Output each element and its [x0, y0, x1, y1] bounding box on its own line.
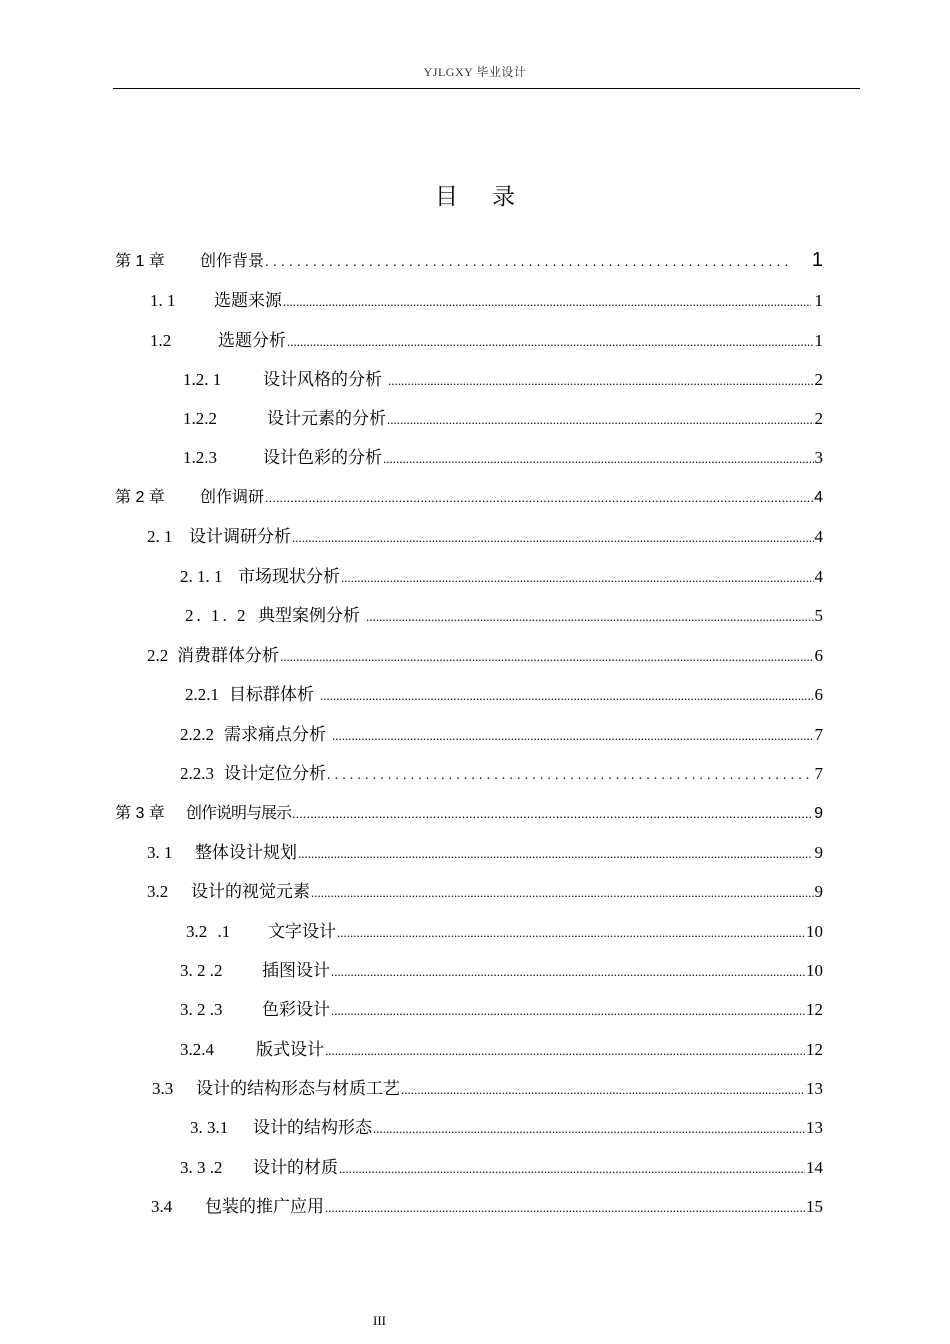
toc-leader-dots: [401, 1078, 805, 1102]
toc-leader-dots: [366, 605, 814, 629]
toc-entry-label: 设计的结构形态: [253, 1118, 372, 1137]
toc-entry-label: 选题来源: [214, 291, 282, 310]
toc-entry-number: 3.2 .1: [186, 922, 231, 941]
toc-entry-2-1[interactable]: [147, 525, 823, 549]
toc-entry-label: 设计定位分析: [224, 764, 326, 783]
toc-entry-page: 15: [806, 1197, 823, 1216]
toc-entry-label: 创作说明与展示: [186, 805, 292, 822]
toc-entry-1-1[interactable]: [150, 289, 823, 313]
toc-entry-number: 3.2.4: [180, 1040, 214, 1059]
toc-leader-dots: [287, 330, 814, 354]
toc-entry-label: 整体设计规划: [195, 843, 297, 862]
toc-entry-page: 13: [806, 1079, 823, 1098]
toc-entry-page: 2: [814, 370, 823, 389]
toc-entry-label: 创作背景: [200, 253, 265, 270]
toc-leader-dots: [332, 724, 814, 748]
toc-entry-1-2-2[interactable]: [183, 407, 823, 431]
toc-entry-3-3-2[interactable]: [180, 1156, 823, 1180]
toc-entry-page: 10: [806, 922, 823, 941]
toc-entry-label: 设计的结构形态与材质工艺: [196, 1079, 400, 1098]
toc-entry-number: 第 1 章: [115, 253, 165, 270]
toc-entry-label: 设计的视觉元素: [191, 882, 310, 901]
toc-title: 目录: [435, 184, 549, 209]
toc-entry-2-2-2[interactable]: [180, 723, 823, 747]
toc-leader-dots: [265, 249, 791, 273]
toc-entry-label: 目标群体析: [229, 685, 314, 704]
toc-leader-dots: [325, 1039, 805, 1063]
toc-leader-dots: [387, 408, 814, 432]
toc-entry-3-2[interactable]: [147, 880, 823, 904]
toc-entry-number: 2. 1. 1: [180, 567, 223, 586]
page-number: III: [373, 1313, 386, 1328]
toc-entry-label: 设计色彩的分析: [263, 448, 382, 467]
toc-entry-number: 1.2.2: [183, 409, 217, 428]
toc-leader-dots: [383, 447, 814, 471]
toc-entry-number: 1.2.3: [183, 448, 217, 467]
toc-entry-label: 设计元素的分析: [267, 409, 386, 428]
toc-entry-label: 插图设计: [262, 961, 330, 980]
toc-entry-number: 1. 1: [150, 291, 176, 310]
toc-entry-3-2-2[interactable]: [180, 959, 823, 983]
toc-entry-3-4[interactable]: [151, 1195, 823, 1219]
toc-entry-chapter-1[interactable]: [115, 248, 823, 272]
toc-entry-page: 9: [814, 843, 823, 862]
header-rule: [113, 88, 860, 89]
toc-entry-number: 2. 1: [147, 527, 173, 546]
toc-leader-dots: [298, 842, 811, 866]
toc-entry-1-2-3[interactable]: [183, 446, 823, 470]
toc-entry-number: 3.3: [152, 1079, 174, 1098]
toc-leader-dots: [283, 290, 811, 314]
toc-entry-number: 3. 2 .2: [180, 961, 223, 980]
toc-entry-label: 色彩设计: [262, 1000, 330, 1019]
toc-entry-page: 4: [814, 567, 823, 586]
toc-entry-number: 1.2. 1: [183, 370, 222, 389]
toc-entry-number: 3. 1: [147, 843, 173, 862]
toc-leader-dots: [337, 921, 805, 945]
toc-entry-page: 9: [814, 882, 823, 901]
toc-entry-page: 12: [806, 1040, 823, 1059]
toc-entry-number: 第 2 章: [115, 489, 165, 506]
toc-entry-label: 消费群体分析: [177, 646, 279, 665]
toc-entry-number: 2. 1. 2: [185, 606, 249, 625]
toc-entry-number: 第 3 章: [115, 805, 165, 822]
toc-entry-number: 2.2.2: [180, 725, 214, 744]
toc-entry-page: 1: [811, 249, 823, 271]
toc-leader-dots: [331, 999, 805, 1023]
toc-entry-number: 1.2: [150, 331, 172, 350]
toc-entry-page: 12: [806, 1000, 823, 1019]
toc-leader-dots: [327, 764, 814, 788]
toc-entry-number: 3.2: [147, 882, 169, 901]
toc-entry-label: 文字设计: [268, 922, 336, 941]
toc-entry-label: 设计调研分析: [189, 527, 291, 546]
toc-leader-dots: [311, 881, 814, 905]
toc-entry-label: 需求痛点分析: [224, 725, 326, 744]
toc-leader-dots: [339, 1157, 805, 1181]
toc-entry-2-2-1[interactable]: [185, 683, 823, 707]
toc-entry-label: 设计的材质: [253, 1158, 338, 1177]
toc-leader-dots: [325, 1196, 805, 1220]
toc-leader-dots: [292, 802, 813, 826]
toc-leader-dots: [331, 960, 805, 984]
toc-entry-page: 10: [806, 961, 823, 980]
toc-entry-page: 3: [814, 448, 823, 467]
toc-leader-dots: [265, 486, 813, 510]
toc-entry-page: 7: [814, 725, 823, 744]
toc-leader-dots: [388, 369, 814, 393]
toc-entry-3-2-1[interactable]: [186, 920, 823, 944]
toc-entry-page: 2: [814, 409, 823, 428]
toc-entry-label: 版式设计: [256, 1040, 324, 1059]
toc-entry-1-2-1[interactable]: [183, 368, 823, 392]
toc-entry-number: 3.4: [151, 1197, 173, 1216]
toc-entry-label: 设计风格的分析: [263, 370, 382, 389]
toc-entry-page: 13: [806, 1118, 823, 1137]
toc-leader-dots: [373, 1117, 805, 1141]
toc-entry-number: 3. 3.1: [190, 1118, 229, 1137]
toc-entry-label: 创作调研: [200, 489, 265, 506]
toc-entry-2-1-1[interactable]: [180, 565, 823, 589]
toc-entry-label: 典型案例分析: [258, 606, 360, 625]
toc-entry-number: 2.2.1: [185, 685, 219, 704]
toc-leader-dots: [341, 566, 814, 590]
toc-entry-label: 包装的推广应用: [205, 1197, 324, 1216]
toc-leader-dots: [280, 645, 814, 669]
toc-entry-page: 7: [814, 764, 823, 783]
toc-entry-number: 2.2.3: [180, 764, 214, 783]
toc-entry-3-2-3[interactable]: [180, 998, 823, 1022]
toc-entry-page: 4: [814, 489, 823, 506]
toc-entry-number: 3. 2 .3: [180, 1000, 223, 1019]
toc-entry-2-2-3[interactable]: [180, 762, 823, 786]
toc-entry-3-3-1[interactable]: [190, 1116, 823, 1140]
page-header: YJLGXY 毕业设计: [423, 65, 527, 79]
toc-entry-3-2-4[interactable]: [180, 1038, 823, 1062]
toc-entry-number: 2.2: [147, 646, 169, 665]
toc-entry-2-1-2[interactable]: [185, 604, 823, 628]
toc-leader-dots: [292, 526, 814, 550]
toc-entry-page: 6: [814, 646, 823, 665]
toc-entry-page: 1: [814, 331, 823, 350]
toc-entry-3-1[interactable]: [147, 841, 823, 865]
toc-entry-2-2[interactable]: [147, 644, 823, 668]
toc-entry-chapter-3[interactable]: [115, 802, 823, 826]
toc-leader-dots: [320, 684, 814, 708]
toc-entry-3-3[interactable]: [152, 1077, 823, 1101]
toc-entry-page: 5: [814, 606, 823, 625]
toc-entry-page: 6: [814, 685, 823, 704]
toc-entry-chapter-2[interactable]: [115, 486, 823, 510]
toc-entry-number: 3. 3 .2: [180, 1158, 223, 1177]
toc-entry-page: 9: [814, 805, 823, 822]
toc-entry-label: 选题分析: [218, 331, 286, 350]
toc-entry-page: 1: [814, 291, 823, 310]
toc-entry-page: 4: [814, 527, 823, 546]
toc-entry-1-2[interactable]: [150, 329, 823, 353]
toc-entry-page: 14: [806, 1158, 823, 1177]
toc-entry-label: 市场现状分析: [238, 567, 340, 586]
